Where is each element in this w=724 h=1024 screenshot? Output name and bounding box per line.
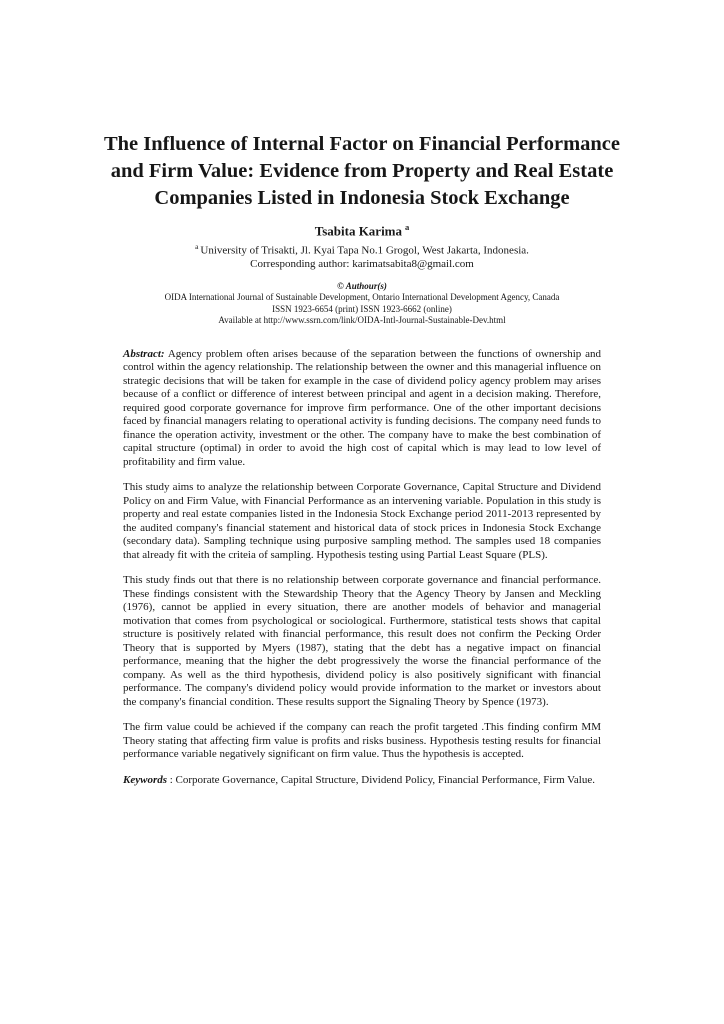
- keywords-text: : Corporate Governance, Capital Structure, Dividend Policy, Financial Performance, Firm Value.: [169, 773, 595, 786]
- abstract-section: [123, 348, 601, 788]
- author-name: Tsabita Karima: [314, 223, 403, 239]
- journal-line: OIDA International Journal of Sustainable Development, Ontario International Development Agency, Canada: [164, 292, 560, 303]
- author-affiliation-mark: a: [405, 222, 410, 232]
- abstract-paragraph-1-text: Agency problem often arises because of the separation between the functions of ownership and control within the agency relationship. The relationship between the owner and this managerial influence on strategic decisions that will be taken for example in the case of dividend policy agency problem may arises because of a conflict or difference of interest between principal and agent in a decision making. Therefore, required good corporate governance for improve firm performance. One of the other important decisions faced by financial managers relating to operational activity is funding decisions. The company need funds to finance the operation activity, investment or the other. The company have to make the best combination of capital structure (optimal) in order to avoid the high cost of capital which is may lead to low level of profitability and firm value.: [123, 347, 601, 468]
- affiliation-mark: a: [195, 242, 199, 252]
- affiliation-line: [0, 242, 724, 257]
- corresponding-author-line: Corresponding author: karimatsabita8@gmail.com: [250, 257, 474, 270]
- author-line: [0, 222, 724, 239]
- affiliation-text: University of Trisakti, Jl. Kyai Tapa No.1 Grogol, West Jakarta, Indonesia.: [200, 244, 529, 257]
- keywords-line: [123, 774, 601, 788]
- abstract-paragraph-2: This study aims to analyze the relationship between Corporate Governance, Capital Structure and Dividend Policy on and Firm Value, with Financial Performance as an intervening variable. Population in this study is property and real estate companies listed in the Indonesia Stock Exchange period 2011-2013 represented by the audited company's financial statement and historical data of stock prices in Indonesia Stock Exchange (secondary data). Sampling technique using purposive sampling method. The samples used 18 companies that already fit with the criteia of sampling. Hypothesis testing using Partial Least Square (PLS).: [123, 481, 601, 561]
- paper-title-line-1: The Influence of Internal Factor on Financial Performance: [103, 133, 621, 155]
- copyright-line: © Authour(s): [337, 280, 387, 291]
- availability-line: Available at http://www.ssrn.com/link/OIDA-Intl-Journal-Sustainable-Dev.html: [218, 315, 506, 326]
- keywords-label: Keywords: [123, 773, 167, 786]
- paper-title: [0, 131, 724, 212]
- publisher-block: [0, 281, 724, 327]
- paper-title-line-2: and Firm Value: Evidence from Property and Real Estate: [110, 160, 614, 182]
- abstract-paragraph-3: This study finds out that there is no relationship between corporate governance and financial performance. These findings consistent with the Stewardship Theory that the Agency Theory by Jansen and Meckling (1976), cannot be applied in every situation, there are another models of behavior and managerial motivation that comes from psychological or sociological. Furthermore, statistical tests shows that capital structure is positively related with financial performance, this result does not confirm the Pecking Order Theory that is supported by Myers (1987), stating that the debt has a negative impact on financial performance, meaning that the higher the debt progressively the worse the financial performance of the company. As well as the third hypothesis, dividend policy is also positively significant with financial performance. The company's dividend policy would provide information to the market or investors about the company's financial condition. These results support the Signaling Theory by Spence (1973).: [123, 574, 601, 708]
- abstract-paragraph-1: [123, 348, 601, 470]
- abstract-paragraph-4: The firm value could be achieved if the company can reach the profit targeted .This finding confirm MM Theory stating that affecting firm value is profits and risks business. Hypothesis testing results for financial performance variable negatively significant on firm value. Thus the hypothesis is accepted.: [123, 721, 601, 761]
- abstract-label: Abstract:: [123, 347, 165, 360]
- issn-line: ISSN 1923-6654 (print) ISSN 1923-6662 (online): [272, 303, 452, 314]
- paper-title-line-3: Companies Listed in Indonesia Stock Exchange: [154, 187, 570, 209]
